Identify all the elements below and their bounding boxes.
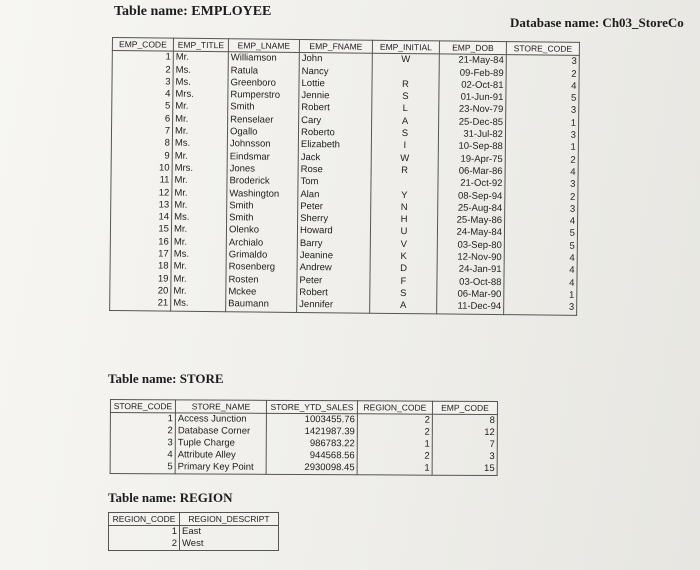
table-cell: Mr. (173, 113, 228, 126)
table-cell: 12 (111, 187, 172, 200)
table-cell: 5 (112, 100, 173, 113)
table-cell: Grimaldo (226, 249, 297, 262)
table-cell: 3 (506, 55, 579, 69)
table-cell: 10 (111, 162, 172, 175)
table-cell: 06-Mar-86 (438, 165, 505, 178)
table-cell: 1421987.39 (266, 426, 357, 438)
table-cell: 5 (504, 228, 577, 241)
table-cell: 2 (112, 64, 173, 77)
table-cell: 06-Mar-90 (437, 288, 504, 301)
table-cell: S (372, 91, 439, 104)
table-cell: Cary (299, 115, 372, 128)
table-cell: Peter (298, 201, 371, 214)
table-cell: R (371, 165, 438, 178)
table-cell: Rose (298, 164, 371, 177)
table-cell: 5 (504, 240, 577, 253)
table-cell: L (372, 103, 439, 116)
region-header-row (109, 513, 279, 526)
table-cell: 4 (505, 215, 578, 228)
store-header-row (110, 400, 497, 415)
table-cell: D (370, 263, 437, 276)
table-cell: Jack (298, 152, 371, 165)
database-name-label: Database name: Ch03_StoreCo (510, 15, 684, 30)
table-cell: Ms. (171, 249, 226, 262)
col-emp-dob: EMP_DOB (439, 41, 506, 55)
table-cell: 03-Oct-88 (437, 276, 504, 289)
store-table (110, 399, 498, 476)
table-cell: 12 (432, 427, 497, 439)
table-cell: 9 (111, 150, 172, 163)
table-cell: 2 (505, 154, 578, 167)
table-cell: Y (371, 189, 438, 202)
table-cell: Smith (228, 102, 299, 115)
table-cell: F (370, 275, 437, 288)
table-cell: 3 (504, 301, 577, 315)
table-cell: 18 (110, 260, 171, 273)
table-cell: Robert (297, 287, 370, 300)
table-cell: West (180, 538, 279, 551)
table-cell: 4 (504, 264, 577, 277)
table-cell: S (371, 128, 438, 141)
table-cell: 2 (506, 68, 579, 81)
table-cell: S (370, 288, 437, 301)
table-row (109, 526, 279, 539)
table-cell: Eindsmar (227, 151, 298, 164)
table-cell: 4 (505, 166, 578, 179)
table-cell: 6 (112, 113, 173, 126)
table-cell: Sherry (298, 213, 371, 226)
table-cell: Mr. (172, 199, 227, 212)
table-cell: Baumann (226, 298, 297, 312)
table-cell: 25-Aug-84 (438, 202, 505, 215)
table-cell: 02-Oct-81 (439, 79, 506, 92)
table-cell: Mckee (226, 286, 297, 299)
table-cell: 1 (357, 438, 432, 450)
table-cell: 1 (506, 117, 579, 130)
table-cell: 01-Jun-91 (439, 92, 506, 105)
table-cell: 10-Sep-88 (438, 141, 505, 154)
table-cell: 1 (357, 462, 432, 475)
table-cell: 23-Nov-79 (439, 104, 506, 117)
table-cell: 21-Oct-92 (438, 178, 505, 191)
table-row (110, 461, 497, 476)
table-cell: Tuple Charge (175, 437, 266, 449)
region-table-title: Table name: REGION (108, 490, 233, 505)
table-cell: Jeanine (297, 250, 370, 263)
region-body (109, 526, 279, 551)
store-body (110, 413, 497, 476)
table-cell: East (180, 526, 279, 539)
table-cell: Broderick (227, 175, 298, 188)
col-region-code: REGION_CODE (357, 401, 432, 414)
table-cell: 2930098.45 (266, 462, 357, 475)
table-cell: Attribute Alley (175, 449, 266, 461)
table-cell: Jennifer (297, 299, 370, 313)
table-cell: Mr. (171, 261, 226, 274)
col-region-descript: REGION_DESCRIPT (180, 513, 279, 526)
table-cell: Ms. (173, 64, 228, 77)
employee-body (110, 51, 580, 315)
table-cell: 24-May-84 (437, 227, 504, 240)
table-cell: Ms. (171, 298, 226, 311)
table-cell: 4 (112, 88, 173, 101)
table-cell: 3 (432, 451, 497, 463)
table-cell: Roberto (298, 127, 371, 140)
table-cell (371, 177, 438, 190)
table-cell: Rumperstro (228, 89, 299, 102)
table-cell: 17 (110, 248, 171, 261)
table-cell: Database Corner (175, 425, 266, 437)
table-cell: 1 (112, 51, 173, 64)
table-cell: V (370, 238, 437, 251)
table-cell: 2 (109, 538, 180, 551)
col-emp-initial: EMP_INITIAL (372, 40, 439, 54)
table-cell: 5 (506, 92, 579, 105)
table-cell: 14 (111, 211, 172, 224)
table-cell: 3 (505, 178, 578, 191)
table-cell: 11 (111, 174, 172, 187)
table-cell: 15 (110, 223, 171, 236)
table-cell: 19-Apr-75 (438, 153, 505, 166)
col-store-code: STORE_CODE (506, 42, 579, 56)
table-cell: N (371, 202, 438, 215)
table-cell: Nancy (299, 66, 372, 79)
table-cell: 3 (505, 129, 578, 142)
table-cell: Mr. (171, 273, 226, 286)
col-emp-fname: EMP_FNAME (299, 39, 372, 53)
table-row (109, 538, 279, 551)
table-cell: W (371, 152, 438, 165)
table-cell: 4 (504, 252, 577, 265)
table-cell: 7 (111, 125, 172, 138)
table-cell: 5 (110, 461, 175, 474)
table-cell: 09-Feb-89 (439, 67, 506, 80)
table-cell: Mrs. (173, 89, 228, 102)
table-cell: Mr. (172, 126, 227, 139)
table-cell: 15 (432, 463, 497, 476)
table-cell: Rosten (226, 274, 297, 287)
table-cell: 1 (504, 289, 577, 302)
table-cell: Primary Key Point (175, 461, 266, 474)
table-cell: Mr. (172, 175, 227, 188)
table-cell: Mrs. (172, 163, 227, 176)
table-cell: A (370, 300, 437, 313)
table-cell: Williamson (228, 52, 299, 66)
table-cell: 16 (110, 236, 171, 249)
table-cell: Ogallo (227, 126, 298, 139)
table-cell: 3 (112, 76, 173, 89)
table-cell: Rosenberg (226, 262, 297, 275)
col-store-name: STORE_NAME (175, 400, 266, 413)
table-cell: Mr. (171, 224, 226, 237)
table-cell: Alan (298, 189, 371, 202)
table-cell: Peter (297, 275, 370, 288)
table-cell: 19 (110, 273, 171, 286)
col-region-code: REGION_CODE (109, 513, 180, 526)
table-cell: W (372, 54, 439, 67)
col-emp-code: EMP_CODE (112, 38, 173, 52)
table-cell: 1 (505, 142, 578, 155)
table-cell: Jennie (299, 90, 372, 103)
table-cell: Access Junction (175, 413, 266, 426)
table-cell: Lottie (299, 78, 372, 91)
table-cell: 20 (110, 285, 171, 298)
table-cell: 13 (111, 199, 172, 212)
col-emp-title: EMP_TITLE (173, 38, 228, 52)
table-cell: 944568.56 (266, 450, 357, 462)
table-cell: 8 (111, 137, 172, 150)
table-cell: Olenko (226, 225, 297, 238)
table-cell: 2 (505, 191, 578, 204)
table-cell: 3 (506, 105, 579, 118)
table-cell: Ratula (228, 65, 299, 78)
col-store-ytd-sales: STORE_YTD_SALES (266, 400, 357, 413)
table-cell: R (372, 79, 439, 92)
table-cell: Washington (227, 188, 298, 201)
col-store-code: STORE_CODE (110, 400, 175, 413)
table-cell: Howard (297, 225, 370, 238)
table-cell: 3 (110, 437, 175, 449)
table-cell: Mr. (171, 286, 226, 299)
table-cell: I (371, 140, 438, 153)
table-cell: Elizabeth (298, 139, 371, 152)
table-cell: Ms. (173, 77, 228, 90)
table-cell: H (371, 214, 438, 227)
employee-table-title: Table name: EMPLOYEE (114, 4, 272, 19)
table-cell: 25-May-86 (438, 215, 505, 228)
table-cell: Tom (298, 176, 371, 189)
table-cell: Barry (297, 238, 370, 251)
table-cell: 7 (432, 439, 497, 451)
table-cell: 4 (504, 277, 577, 290)
table-cell: U (370, 226, 437, 239)
table-cell: Archialo (226, 237, 297, 250)
table-cell: 03-Sep-80 (437, 239, 504, 252)
table-cell: Renselaer (228, 114, 299, 127)
table-cell: 3 (505, 203, 578, 216)
col-emp-code: EMP_CODE (432, 401, 497, 414)
table-cell: Smith (227, 212, 298, 225)
table-cell: Mr. (172, 187, 227, 200)
table-cell: Mr. (173, 101, 228, 114)
table-cell: A (372, 116, 439, 129)
table-cell: Mr. (172, 150, 227, 163)
table-cell: 4 (506, 80, 579, 93)
table-cell: K (370, 251, 437, 264)
table-cell: 21 (110, 297, 171, 310)
employee-table (109, 37, 580, 315)
table-cell: 25-Dec-85 (439, 116, 506, 129)
table-cell: Andrew (297, 262, 370, 275)
table-cell: 2 (357, 414, 432, 427)
table-cell: 12-Nov-90 (437, 251, 504, 264)
region-table (108, 512, 279, 551)
table-cell (372, 66, 439, 79)
table-cell: 986783.22 (266, 438, 357, 450)
table-cell: Ms. (172, 212, 227, 225)
table-cell: 2 (357, 450, 432, 462)
table-cell: 24-Jan-91 (437, 264, 504, 277)
table-cell: 8 (432, 414, 497, 427)
table-cell: 1003455.76 (266, 413, 357, 426)
table-cell: 31-Jul-82 (438, 129, 505, 142)
table-cell: John (299, 53, 372, 67)
table-cell: Smith (227, 200, 298, 213)
table-cell: 11-Dec-94 (437, 301, 504, 314)
table-cell: Jones (227, 163, 298, 176)
table-cell: Robert (299, 102, 372, 115)
table-cell: 4 (110, 449, 175, 461)
table-cell: 08-Sep-94 (438, 190, 505, 203)
table-cell: 2 (110, 425, 175, 437)
table-cell: Mr. (173, 51, 228, 64)
table-cell: 1 (110, 413, 175, 426)
table-cell: Greenboro (228, 77, 299, 90)
table-cell: Johnsson (227, 139, 298, 152)
table-cell: 1 (109, 526, 180, 539)
store-table-title: Table name: STORE (108, 371, 224, 386)
table-cell: 2 (357, 426, 432, 438)
table-cell: Ms. (172, 138, 227, 151)
table-cell: 21-May-84 (439, 54, 506, 67)
col-emp-lname: EMP_LNAME (228, 39, 299, 53)
table-cell: Mr. (171, 236, 226, 249)
